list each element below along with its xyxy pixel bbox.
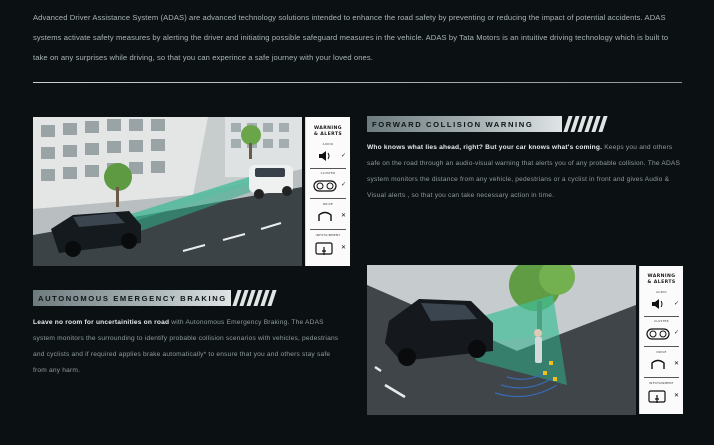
section-divider <box>33 82 682 83</box>
speaker-icon <box>651 298 665 310</box>
audio-check-icon: ✓ <box>674 300 680 307</box>
fcw-warning-panel <box>305 117 350 266</box>
steering-wheel-icon <box>317 211 333 223</box>
heading-stripes <box>235 290 277 306</box>
audio-check-icon: ✓ <box>341 152 347 159</box>
drive-label: DRIVE <box>322 202 334 206</box>
speaker-icon <box>318 150 332 162</box>
cluster-icon <box>646 328 670 340</box>
infotainment-touch-icon <box>315 242 333 256</box>
aeb-heading-title: AUTONOMOUS EMERGENCY BRAKING <box>33 290 231 306</box>
cluster-label: CLUSTER <box>654 319 669 323</box>
aeb-warning-panel <box>639 266 683 414</box>
drive-cross-icon: ✕ <box>341 212 347 219</box>
cluster-check-icon: ✓ <box>674 329 680 336</box>
drive-cross-icon: ✕ <box>674 360 680 367</box>
aeb-scene-image <box>367 265 636 415</box>
drive-label: DRIVE <box>656 350 667 354</box>
panel-title: WARNING & ALERTS <box>647 274 676 285</box>
cluster-icon <box>313 180 337 192</box>
fcw-heading <box>367 116 608 132</box>
infotainment-cross-icon: ✕ <box>674 392 680 399</box>
heading-stripes <box>566 116 608 132</box>
audio-label: AUDIO <box>322 142 334 146</box>
infotainment-touch-icon <box>648 390 666 404</box>
aeb-heading <box>33 290 277 306</box>
infotainment-label: INFOTAINMENT <box>649 381 674 385</box>
fcw-lead: Who knows what lies ahead, right? But your car knows what's coming. <box>367 144 603 151</box>
panel-title: WARNING & ALERTS <box>313 126 343 137</box>
steering-wheel-icon <box>650 359 666 371</box>
aeb-lead: Leave no room for uncertainities on road <box>33 319 170 326</box>
infotainment-label: INFOTAINMENT <box>315 233 341 237</box>
cluster-check-icon: ✓ <box>341 181 347 188</box>
aeb-body: with Autonomous Emergency Braking. The ADAS system monitors the surrounding to identify probable collision scenarios with vehicles, pedestrians and cyclists and if required applies brake automatically* to ensure that you and others stay safe from any harm. <box>33 319 339 374</box>
fcw-description <box>367 140 683 204</box>
aeb-description <box>33 315 343 379</box>
cluster-label: CLUSTER <box>320 171 336 175</box>
intro-paragraph: Advanced Driver Assistance System (ADAS) are advanced technology solutions intended to enhance the road safety by preventing or reducing the impact of potential accidents. ADAS systems activate safety measures by alerting the driver and initiating possible safeguard measures in the vehicle. ADAS by Tata Motors is an intuitive driving technology which is built to take on any surprises while driving, so that you can experince a safe journey with your loved ones. <box>33 13 669 62</box>
audio-label: AUDIO <box>656 290 667 294</box>
fcw-scene-image <box>33 117 302 266</box>
infotainment-cross-icon: ✕ <box>341 244 347 251</box>
fcw-body: Keeps you and others safe on the road through an audio-visual warning that alerts you of any probable collision. The ADAS system monitors the distance from any vehicle, pedestrians or a cyclist in front and gives Audio & Visual alerts , so that you can take necessary action in time. <box>367 144 681 199</box>
fcw-heading-title: FORWARD COLLISION WARNING <box>367 116 562 132</box>
